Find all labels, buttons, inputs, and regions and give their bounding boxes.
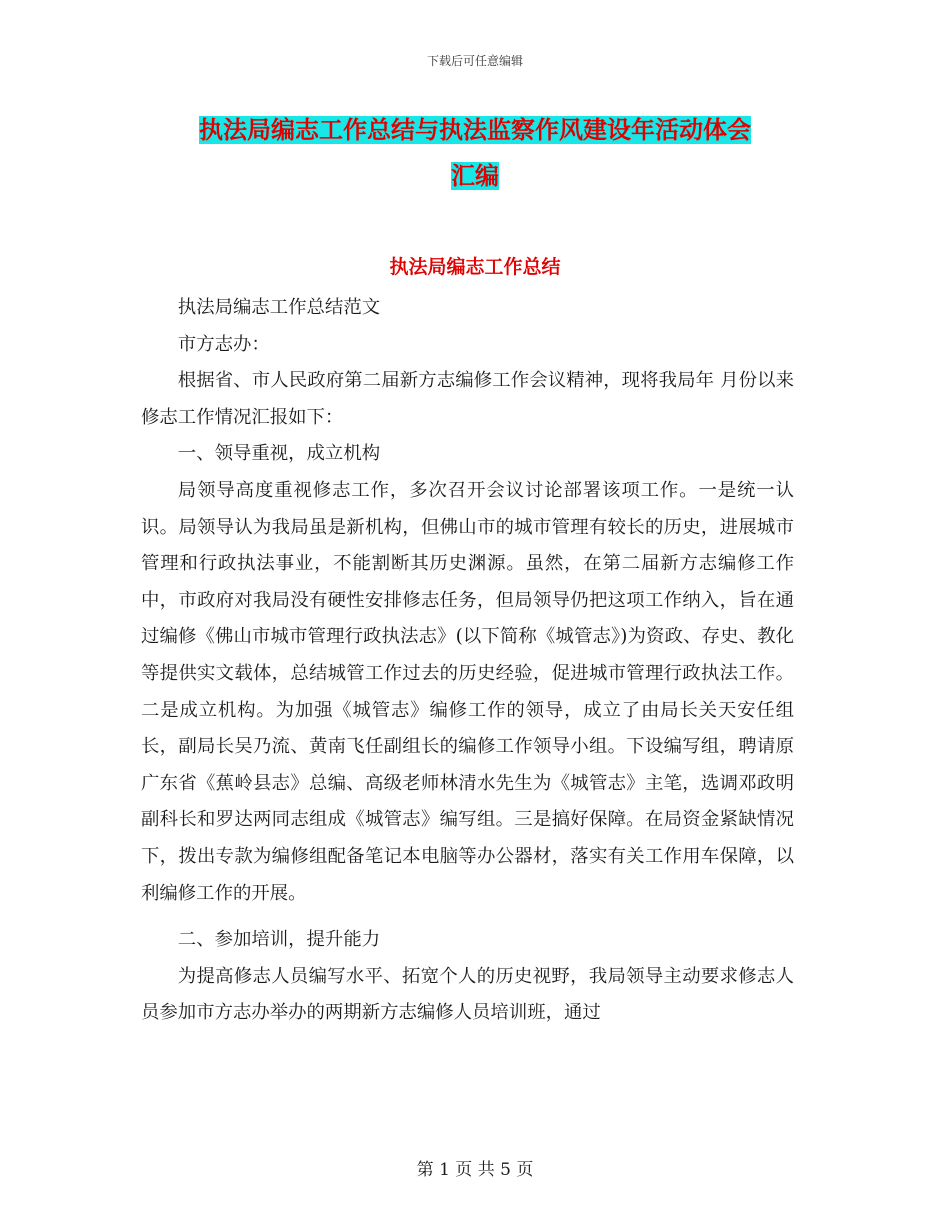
document-body (141, 290, 794, 1032)
header-note: 下载后可任意编辑 (426, 54, 523, 68)
main-title-line2: 汇编 (451, 162, 499, 190)
paragraph: 根据省、市人民政府第二届新方志编修工作会议精神，现将我局年 月份以来修志工作情况汇报如下： (141, 370, 794, 428)
footer-total-pages: 5 (500, 1160, 511, 1180)
paragraph: 一、领导重视，成立机构 (177, 443, 381, 465)
paragraph: 局领导高度重视修志工作，多次召开会议讨论部署该项工作。一是统一认识。局领导认为我局虽是新机构，但佛山市的城市管理有较长的历史，进展城市管理和行政执法事业，不能割断其历史渊源。虽然，在第二届新方志编修工作中，市政府对我局没有硬性安排修志任务，但局领导仍把这项工作纳入，旨在通过编修《佛山市城市管理行政执法志》(以下简称《城管志》)为资政、存史、教化等提供实文载体，总结城管工作过去的历史经验，促进城市管理行政执法工作。二是成立机构。为加强《城管志》编修工作的领导，成立了由局长关天安任组长，副局长吴乃流、黄南飞任副组长的编修工作领导小组。下设编写组，聘请原广东省《蕉岭县志》总编、高级老师林清水先生为《城管志》主笔，选调邓政明副科长和罗达两同志组成《城管志》编写组。三是搞好保障。在局资金紧缺情况下，拨出专款为编修组配备笔记本电脑等办公器材，落实有关工作用车保障，以利编修工作的开展。 (141, 479, 794, 904)
paragraph: 为提高修志人员编写水平、拓宽个人的历史视野，我局领导主动要求修志人员参加市方志办举办的两期新方志编修人员培训班，通过 (141, 965, 794, 1024)
paragraph: 执法局编志工作总结范文 (177, 297, 381, 318)
section-title: 执法局编志工作总结 (389, 256, 561, 278)
main-title-line1: 执法局编志工作总结与执法监察作风建设年活动体会 (199, 116, 751, 144)
paragraph: 市方志办： (177, 333, 270, 355)
footer-label-of: 页 共 (455, 1160, 495, 1180)
main-title (140, 107, 810, 199)
paragraph: 二、参加培训，提升能力 (177, 929, 381, 951)
footer-label-end: 页 (516, 1160, 534, 1180)
footer-current-page: 1 (439, 1160, 450, 1180)
footer-label-page: 第 (416, 1160, 434, 1180)
page-footer (0, 1155, 950, 1180)
